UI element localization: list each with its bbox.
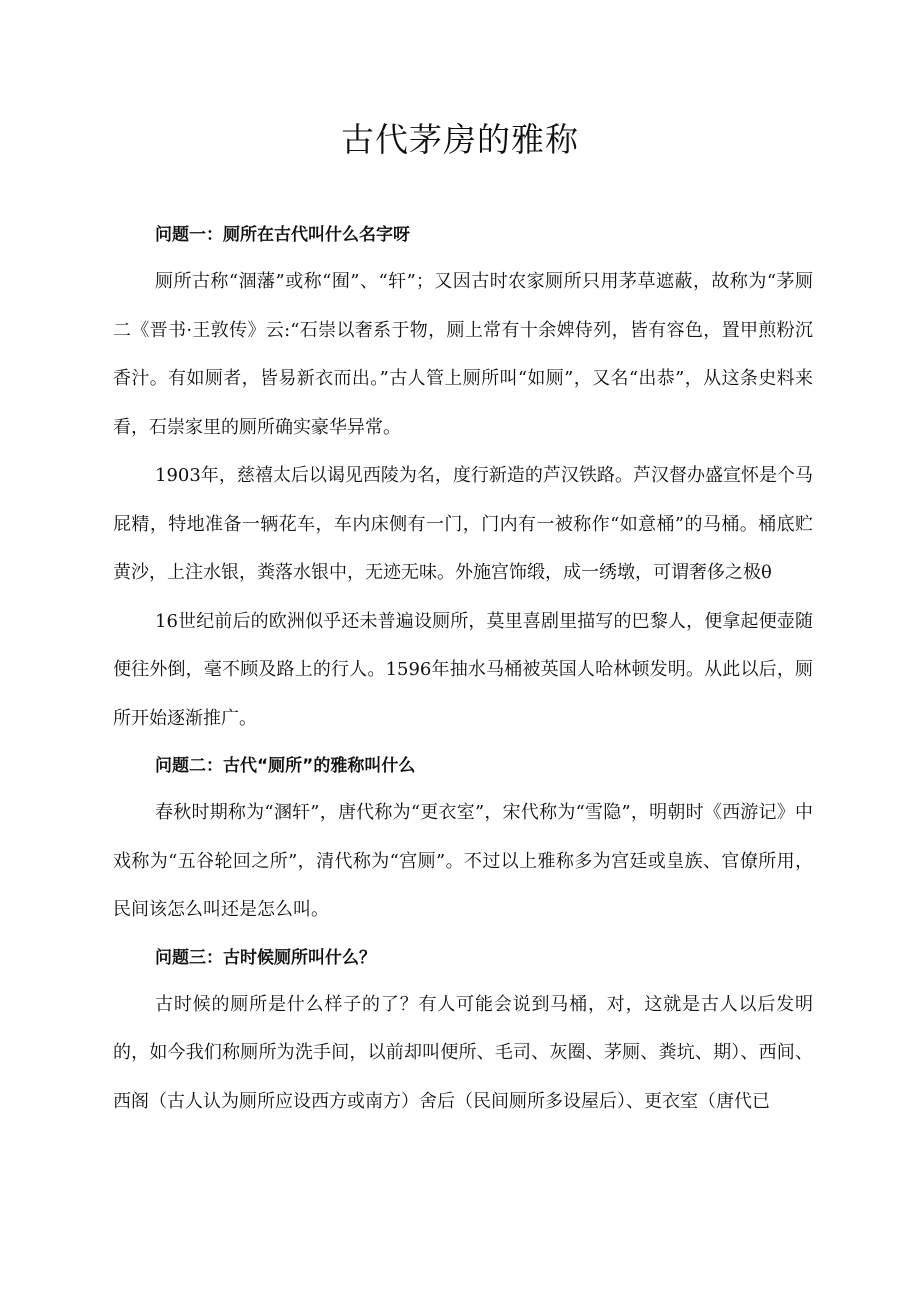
paragraph-1-2: 1903年，慈禧太后以谒见西陵为名，度行新造的芦汉铁路。芦汉督办盛宣怀是个马屁精，特地准备一辆花车，车内床侧有一门，门内有一被称作“如意桶”的马桶。桶底贮黄沙，上注水银，粪落水银中，无迹无味。外施宫饰缎，成一绣墩，可谓奢侈之极θ xyxy=(113,465,813,583)
paragraph-1-3: 16世纪前后的欧洲似乎还未普遍设厕所，莫里喜剧里描写的巴黎人，便拿起便壶随便往外倒，毫不顾及路上的行人。1596年抽水马桶被英国人哈林顿发明。从此以后，厕所开始逐渐推广。 xyxy=(113,610,813,729)
paragraph-3-1: 古时候的厕所是什么样子的了？有人可能会说到马桶，对，这就是古人以后发明的，如今我们称厕所为洗手间，以前却叫便所、毛司、灰圈、茅厕、粪坑、期）、西间、西阁（古人认为厕所应设西方或南方）舍后（民间厕所多设屋后）、更衣室（唐代已 xyxy=(113,993,813,1112)
document-title: 古代茅房的雅称 xyxy=(341,120,579,159)
paragraph-1-1: 厕所古称“涸藩”或称“囿”、“轩”；又因古时农家厕所只用茅草遮蔽，故称为“茅厕二《晋书·王敦传》云:“石崇以奢系于物，厕上常有十余婢侍列，皆有容色，置甲煎粉沉香汁。有如厕者，皆易新衣而出。”古人管上厕所叫“如厕”，又名“出恭”，从这条史料来看，石崇家里的厕所确实豪华异常。 xyxy=(113,271,813,438)
question-heading-1: 问题一：厕所在古代叫什么名字呀 xyxy=(155,225,410,245)
document-body xyxy=(113,212,813,1126)
question-heading-2: 问题二：古代“厕所”的雅称叫什么 xyxy=(155,756,416,776)
paragraph-2-1: 春秋时期称为“溷轩”，唐代称为“更衣室”，宋代称为“雪隐”，明朝时《西游记》中戏称为“五谷轮回之所”，清代称为“宫厕”。不过以上雅称多为宫廷或皇族、官僚所用，民间该怎么叫还是怎么叫。 xyxy=(113,802,813,920)
question-heading-3: 问题三：古时候厕所叫什么？ xyxy=(155,947,376,968)
